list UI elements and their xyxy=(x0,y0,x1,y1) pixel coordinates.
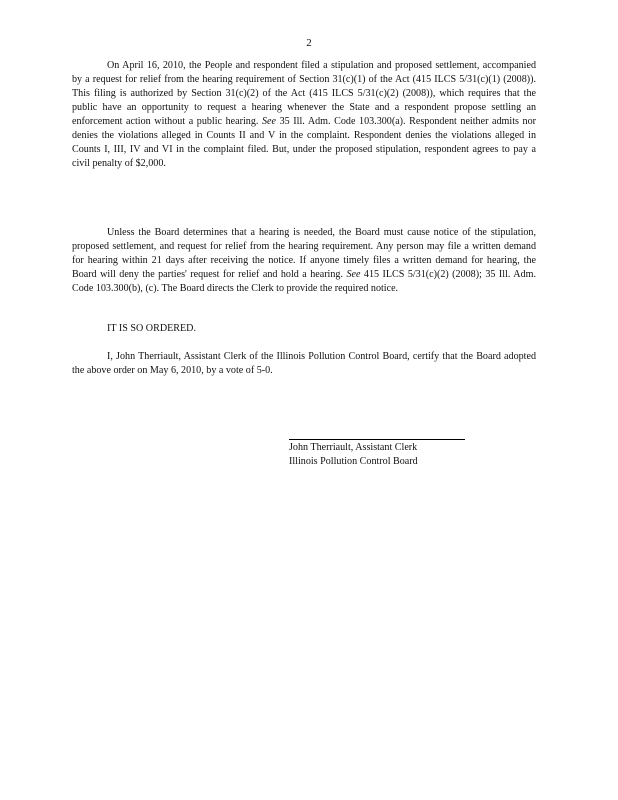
paragraph-stipulation-text-1: On April 16, 2010, the People and respondent filed a stipulation and proposed settlement, accompanied by a request for relief from the hearing requirement of Section 31(c)(1) of the Act (415 ILCS 5/31(c)(1) (2008)). This filing is authorized by Section 31(c)(2) of the Act (415 ILCS 5/31(c)(2) (2008)), which requires that the public have an opportunity to request a hearing whenever the State and a respondent propose settling an enforcement action without a public hearing. xyxy=(72,60,536,127)
paragraph-certification xyxy=(72,350,536,378)
paragraph-order xyxy=(72,322,536,336)
signatory-name: John Therriault, Assistant Clerk xyxy=(289,442,418,453)
signature-line xyxy=(289,439,465,440)
certification-statement: I, John Therriault, Assistant Clerk of the Illinois Pollution Control Board, certify that the Board adopted the above order on May 6, 2010, by a vote of 5-0. xyxy=(72,351,536,376)
page-number: 2 xyxy=(306,37,312,49)
paragraph-hearing-notice xyxy=(72,226,536,296)
paragraph-stipulation-text-2: 35 Ill. Adm. Code 103.300(a). Respondent neither admits nor denies the violations alleged in Counts II and V in the complaint. Respondent denies the violations alleged in Counts I, III, IV and VI in the complaint filed. But, under the proposed stipulation, respondent agrees to pay a civil penalty of $2,000. xyxy=(72,116,536,169)
paragraph-hearing-notice-text-1: Unless the Board determines that a hearing is needed, the Board must cause notice of the stipulation, proposed settlement, and request for relief from the hearing requirement. Any person may file a written demand for hearing within 21 days after receiving the notice. If anyone timely files a written demand for hearing, the Board will deny the parties' request for relief and hold a hearing. xyxy=(72,227,536,280)
paragraph-hearing-notice-text-2: 415 ILCS 5/31(c)(2) (2008); 35 Ill. Adm. Code 103.300(b), (c). The Board directs the Clerk to provide the required notice. xyxy=(72,269,536,294)
see-citation-signal: See xyxy=(262,116,277,127)
see-citation-signal: See xyxy=(346,269,361,280)
order-statement: IT IS SO ORDERED. xyxy=(107,323,196,334)
signatory-organization: Illinois Pollution Control Board xyxy=(289,456,418,467)
paragraph-stipulation xyxy=(72,59,536,171)
signature-block xyxy=(289,439,465,469)
